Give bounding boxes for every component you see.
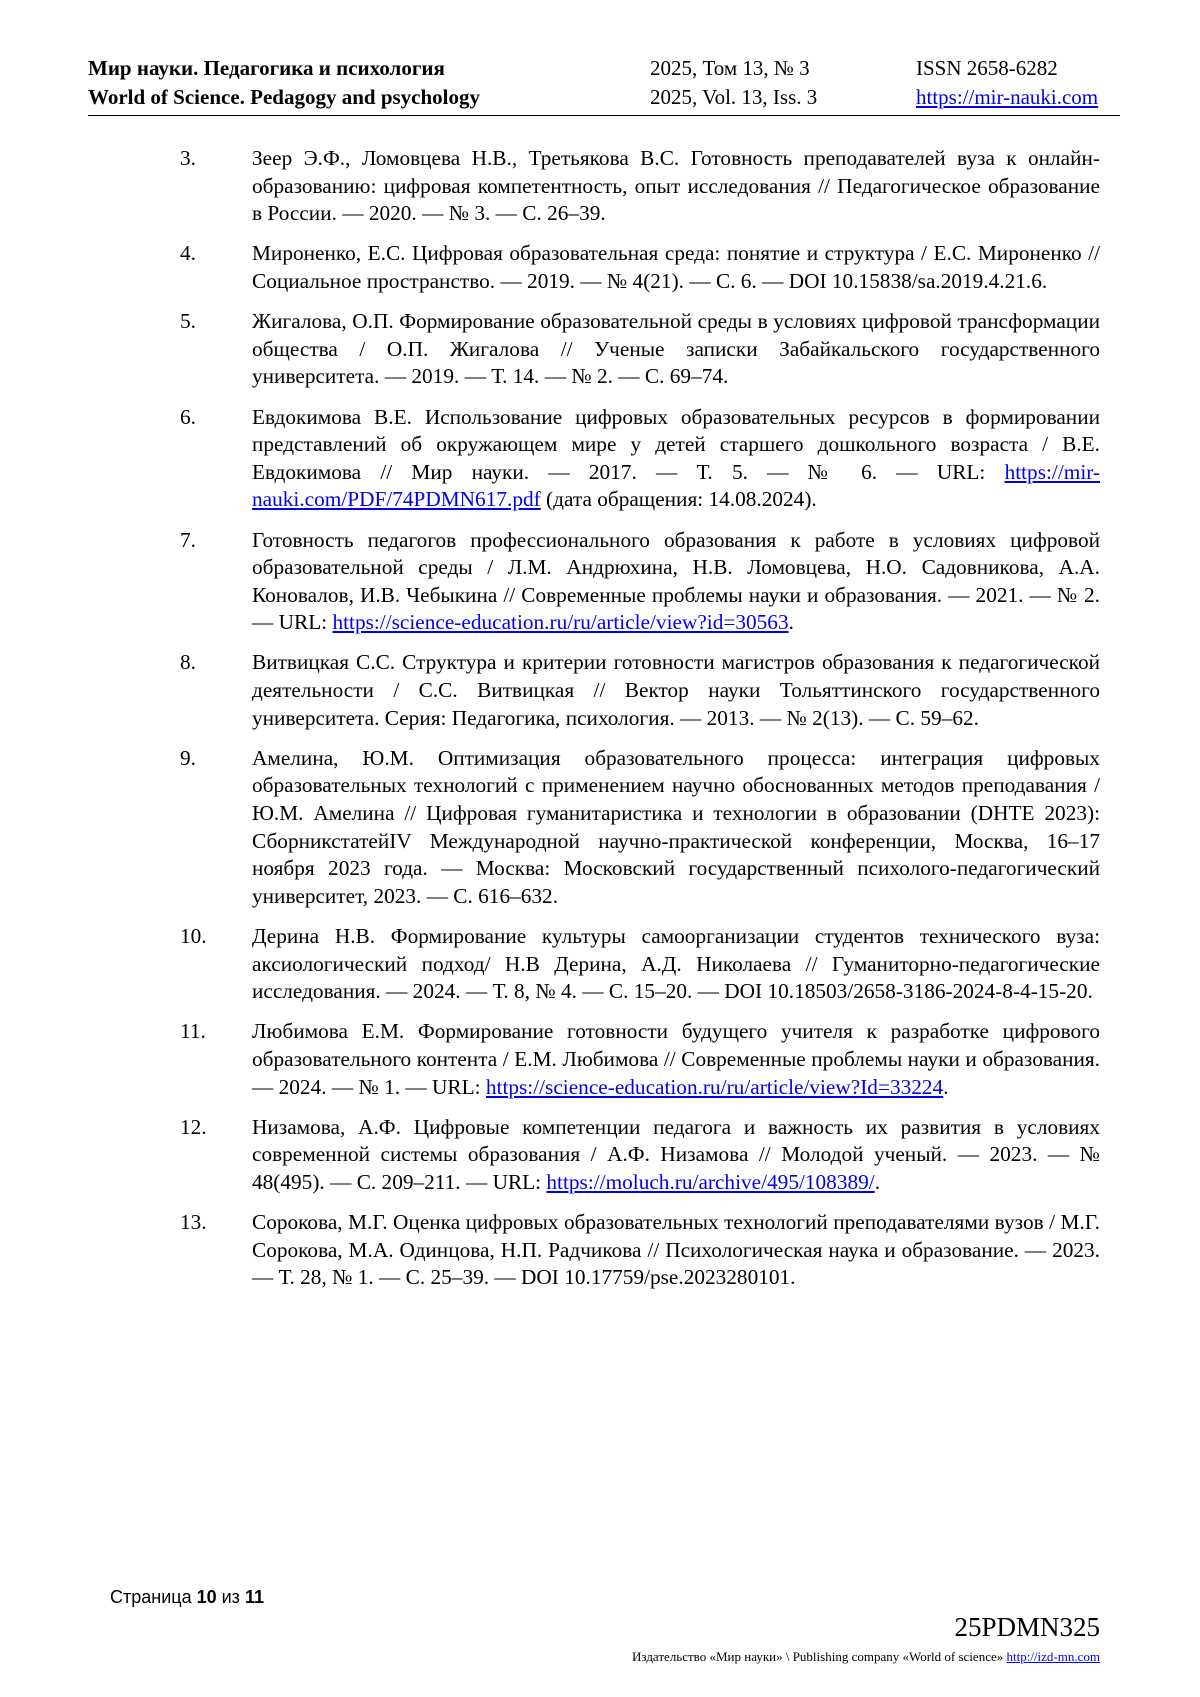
reference-number: 12. — [180, 1114, 207, 1139]
reference-item — [180, 404, 1100, 514]
reference-number: 7. — [180, 527, 196, 552]
issue-ru: 2025, Том 13, № 3 — [650, 56, 810, 80]
reference-item — [180, 308, 1100, 391]
issue-en: 2025, Vol. 13, Iss. 3 — [650, 85, 818, 109]
publisher-line — [632, 1649, 1100, 1665]
page-number — [110, 1587, 264, 1608]
reference-number: 3. — [180, 146, 196, 170]
page-mid: из — [216, 1587, 245, 1607]
reference-item — [180, 240, 1100, 295]
reference-text: Мироненко, Е.С. Цифровая образовательная среда: понятие и структура / Е.С. Мироненко // Социальное пространство. — 2019. — № 4(21). — С. 6. — DOI 10.15838/sa.2019.4.21.6. — [252, 241, 1100, 293]
reference-text: Дерина Н.В. Формирование культуры самоорганизации студентов технического вуза: аксиологический подход/ Н.В Дерина, А.Д. Николаева // Гуманиторно-педагогические исследования. — 2024. — Т. 8, № 4. — С. 15–20. — DOI 10.18503/2658-3186-2024-8-4-15-20. — [252, 924, 1100, 1004]
publisher-link[interactable]: http://izd-mn.com — [1006, 1649, 1100, 1664]
journal-title-block — [88, 54, 650, 112]
reference-text: Любимова Е.М. Формирование готовности будущего учителя к разработке цифрового образовательного контента / Е.М. Любимова // Современные проблемы науки и образования. — 2024. — № 1. — URL: — [252, 1019, 1100, 1099]
reference-link[interactable]: https://mir-nauki.com/PDF/74PDMN617.pdf — [252, 459, 1100, 512]
reference-text: Зеер Э.Ф., Ломовцева Н.В., Третьякова В.С. Готовность преподавателей вуза к онлайн-образованию: цифровая компетентность, опыт исследования // Педагогическое образование в России. — 2020. — № 3. — С. 26–39. — [252, 146, 1100, 226]
reference-number: 6. — [180, 404, 196, 429]
reference-text-block — [252, 404, 1100, 514]
reference-number: 8. — [180, 650, 196, 675]
reference-number: 4. — [180, 241, 196, 266]
reference-text-tail: . — [788, 610, 794, 635]
reference-text: Амелина, Ю.М. Оптимизация образовательного процесса: интеграция цифровых образовательных технологий с применением научно обоснованных методов преподавания / Ю.М. Амелина // Цифровая гуманитаристика и технологии в образовании (DHTE 2023): СборникстатейIV Международной научно-практической конференции, Москва, 16–17 ноября 2023 года. — Москва: Московский государственный психолого-педагогический университет, 2023. — С. 616–632. — [252, 745, 1100, 908]
reference-text: Низамова, А.Ф. Цифровые компетенции педагога и важность их развития в условиях современной системы образования / А.Ф. Низамова // Молодой ученый. — 2023. — № 48(495). — С. 209–211. — URL: — [252, 1114, 1100, 1194]
publisher-text: Издательство «Мир науки» \ Publishing company «World of science» — [632, 1649, 1007, 1664]
issue-block — [650, 54, 916, 112]
article-code: 25PDMN325 — [954, 1612, 1100, 1642]
reference-text-block — [252, 1209, 1100, 1292]
reference-text-block — [252, 1114, 1100, 1197]
page-total: 11 — [244, 1587, 264, 1607]
reference-item — [180, 745, 1100, 911]
reference-number: 5. — [180, 309, 196, 334]
reference-text-block — [252, 923, 1100, 1006]
reference-text: Жигалова, О.П. Формирование образовательной среды в условиях цифровой трансформации общества / О.П. Жигалова // Ученые записки Забайкальского государственного университета. — 2019. — Т. 14. — № 2. — С. 69–74. — [252, 309, 1100, 389]
reference-text: Готовность педагогов профессионального образования к работе в условиях цифровой образовательной среды / Л.М. Андрюхина, Н.В. Ломовцева, Н.О. Садовникова, А.А. Коновалов, И.В. Чебыкина // Современные проблемы науки и образования. — 2021. — № 2. — URL: — [252, 527, 1100, 635]
reference-text-tail: . — [874, 1169, 881, 1194]
reference-number: 10. — [180, 924, 207, 948]
reference-item — [180, 1209, 1100, 1292]
reference-text-block — [252, 745, 1100, 911]
reference-item — [180, 145, 1100, 228]
reference-link[interactable]: https://science-education.ru/ru/article/view?id=30563 — [332, 610, 789, 635]
journal-title-en: World of Science. Pedagogy and psychology — [88, 85, 481, 109]
reference-text: Витвицкая С.С. Структура и критерии готовности магистров образования к педагогической деятельности / С.С. Витвицкая // Вектор науки Тольяттинского государственного университета. Серия: Педагогика, психология. — 2013. — № 2(13). — С. 59–62. — [252, 650, 1100, 730]
reference-item — [180, 1018, 1100, 1101]
reference-item — [180, 649, 1100, 732]
reference-item — [180, 527, 1100, 637]
reference-text-block — [252, 145, 1100, 228]
reference-text-tail: (дата обращения: 14.08.2024). — [540, 487, 817, 512]
reference-text-block — [252, 240, 1100, 295]
reference-list — [180, 145, 1100, 1305]
reference-text-block — [252, 527, 1100, 637]
reference-number: 9. — [180, 745, 196, 770]
issn-block — [916, 54, 1120, 112]
reference-link[interactable]: https://moluch.ru/archive/495/108389/ — [546, 1169, 875, 1194]
page-header — [88, 54, 1120, 116]
reference-item — [180, 1114, 1100, 1197]
reference-item — [180, 923, 1100, 1006]
reference-text-block — [252, 1018, 1100, 1101]
reference-text-block — [252, 308, 1100, 391]
reference-text-block — [252, 649, 1100, 732]
reference-text-tail: . — [943, 1074, 949, 1099]
journal-site-link[interactable]: https://mir-nauki.com — [916, 85, 1099, 109]
page-current: 10 — [196, 1587, 217, 1607]
page-prefix: Страница — [110, 1587, 197, 1607]
reference-number: 13. — [180, 1210, 207, 1235]
journal-title-ru: Мир науки. Педагогика и психология — [88, 56, 445, 80]
reference-link[interactable]: https://science-education.ru/ru/article/view?Id=33224 — [485, 1074, 944, 1099]
issn: ISSN 2658-6282 — [916, 56, 1058, 80]
reference-text: Сорокова, М.Г. Оценка цифровых образовательных технологий преподавателями вузов / М.Г. Сорокова, М.А. Одинцова, Н.П. Радчикова // Психологическая наука и образование. — 2023. — Т. 28, № 1. — С. 25–39. — DOI 10.17759/pse.2023280101. — [252, 1210, 1100, 1290]
reference-number: 11. — [180, 1019, 206, 1044]
reference-text: Евдокимова В.Е. Использование цифровых образовательных ресурсов в формировании представлений об окружающем мире у детей старшего дошкольного возраста / В.Е. Евдокимова // Мир науки. — 2017. — Т. 5. — № 6. — URL: — [252, 404, 1100, 484]
